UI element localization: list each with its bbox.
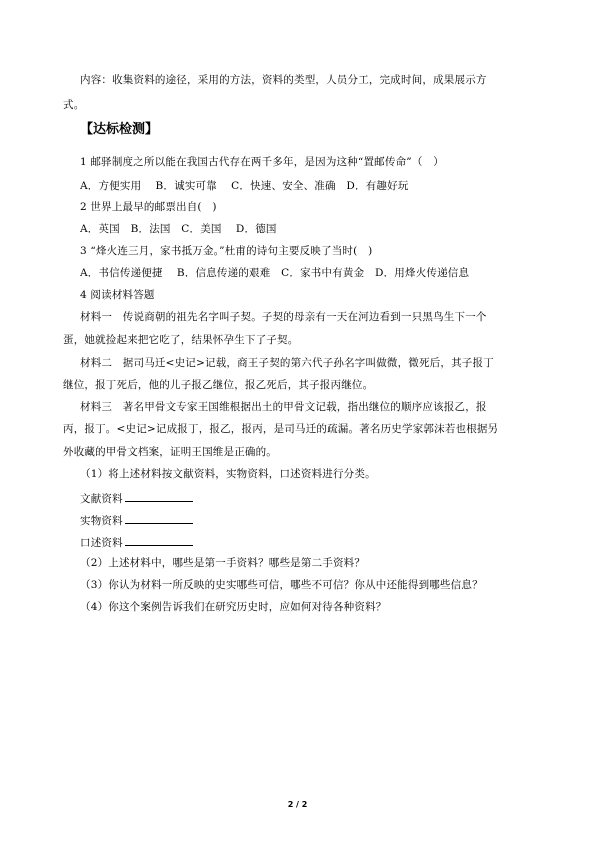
literature-answer-blank[interactable] (125, 490, 193, 502)
material-1-line-1: 材料一 传说商朝的祖先名字叫子契。子契的母亲有一天在河边看到一只黑鸟生下一个 (80, 311, 487, 323)
oral-answer-blank[interactable] (125, 534, 193, 546)
q2-options: A．英国 B．法国 C．美国 D．德国 (80, 223, 277, 235)
q1-stem: 1 邮驿制度之所以能在我国古代存在两千多年，是因为这种“置邮传命”（ ） (80, 156, 444, 168)
q3-stem: 3 “烽火连三月，家书抵万金。”杜甫的诗句主要反映了当时( ) (80, 245, 373, 257)
q3-options: A．书信传递便捷 B．信息传递的艰难 C．家书中有黄金 D．用烽火传递信息 (80, 267, 470, 279)
q4-stem: 4 阅读材料答题 (80, 289, 155, 301)
sub-question-3: （3）你认为材料一所反映的史实哪些可信，哪些不可信？你从中还能得到哪些信息？ (80, 579, 483, 591)
sub-question-2: （2）上述材料中，哪些是第一手资料？哪些是第二手资料？ (80, 557, 366, 569)
fill-physical (80, 512, 193, 528)
sub-question-4: （4）你这个案例告诉我们在研究历史时，应如何对待各种资料？ (80, 601, 387, 613)
material-2-line-1: 材料二 据司马迁<史记>记载，商王子契的第六代子孙名字叫做微，微死后，其子报丁 (80, 357, 494, 369)
material-3-line-2: 丙，报丁。<史记>记成报丁，报乙，报丙，是司马迁的疏漏。著名历史学家郭沫若也根据另 (63, 423, 499, 435)
material-2-line-2: 继位，报丁死后，他的儿子报乙继位，报乙死后，其子报丙继位。 (63, 379, 374, 391)
q1-options: A．方便实用 B．诚实可靠 C．快速、安全、准确 D．有趣好玩 (80, 180, 409, 192)
fill-oral-label: 口述资料 (80, 537, 123, 549)
sub-question-1: （1）将上述材料按文献资料，实物资料，口述资料进行分类。 (80, 468, 376, 480)
intro-line-2: 式。 (63, 99, 85, 111)
fill-literature-label: 文献资料 (80, 493, 123, 505)
material-1-line-2: 蛋，她就捡起来把它吃了，结果怀孕生下了子契。 (63, 334, 299, 346)
material-3-line-3: 外收藏的甲骨文档案，证明王国维是正确的。 (63, 446, 277, 458)
material-3-line-1: 材料三 著名甲骨文专家王国维根据出土的甲骨文记载，指出继位的顺序应该报乙，报 (80, 401, 487, 413)
fill-literature (80, 490, 193, 506)
intro-line-1: 内容：收集资料的途径，采用的方法，资料的类型，人员分工，完成时间，成果展示方 (80, 74, 487, 86)
fill-oral (80, 534, 193, 550)
section-title: 【达标检测】 (80, 122, 159, 137)
fill-physical-label: 实物资料 (80, 515, 123, 527)
q2-stem: 2 世界上最早的邮票出自( ) (80, 201, 217, 213)
page-number: 2 / 2 (287, 800, 308, 809)
physical-answer-blank[interactable] (125, 512, 193, 524)
